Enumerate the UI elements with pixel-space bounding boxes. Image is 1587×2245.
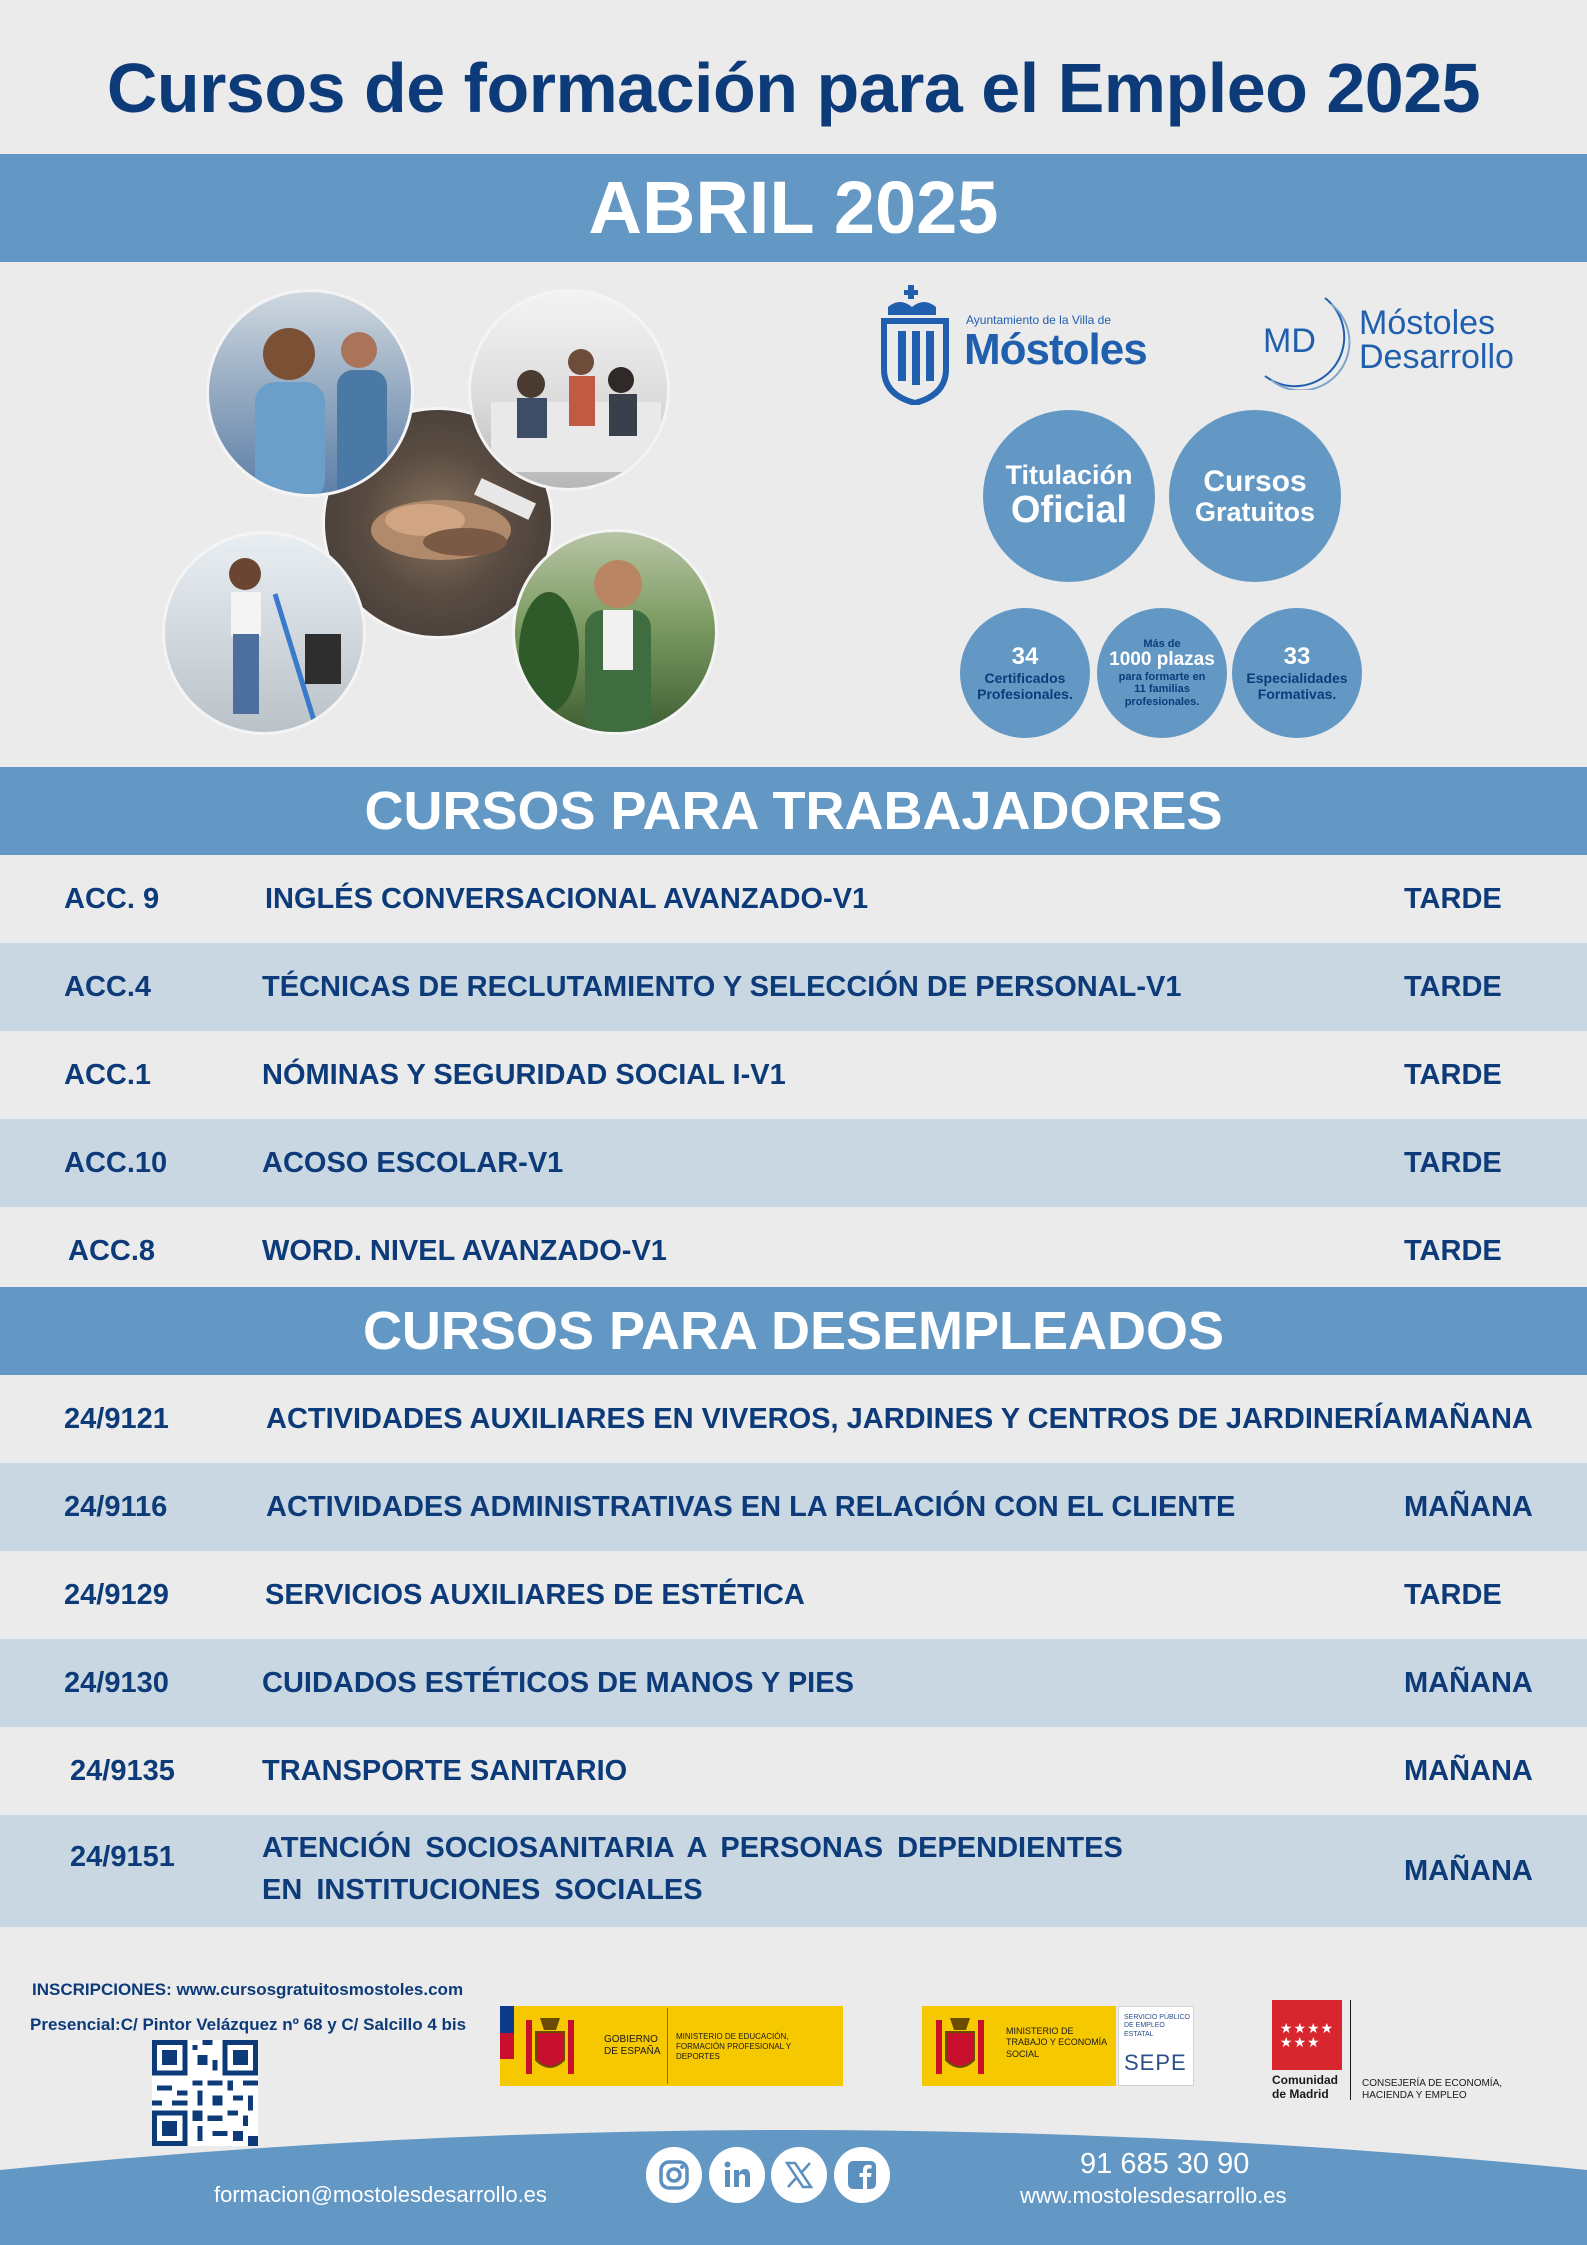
sepe-text: SEPE: [1124, 2050, 1187, 2075]
cam-name-line1: Comunidad: [1272, 2073, 1338, 2087]
inscripciones-text: INSCRIPCIONES: www.cursosgratuitosmostoles.com: [32, 1980, 464, 1999]
comunidad-madrid-logo: [1272, 2000, 1532, 2104]
course-shift: TARDE: [1404, 1059, 1502, 1091]
ministerio-educacion-text: MINISTERIO DE EDUCACIÓN, FORMACIÓN PROFESIONAL Y DEPORTES: [676, 2032, 791, 2061]
course-shift: TARDE: [1404, 1147, 1502, 1179]
cam-department: CONSEJERÍA DE ECONOMÍA, HACIENDA Y EMPLEO: [1362, 2078, 1503, 2101]
badge-cursos-line1: Cursos: [1203, 464, 1307, 498]
badge-plazas-big: 1000 plazas: [1109, 648, 1215, 670]
cam-name-line2: de Madrid: [1272, 2087, 1329, 2101]
course-code: 24/9129: [64, 1579, 169, 1611]
photo-cleaner: [162, 531, 366, 735]
course-shift: TARDE: [1404, 971, 1502, 1003]
badge-plazas-line2: 11 familias: [1134, 683, 1190, 696]
desempleados-list: [0, 1375, 1587, 1927]
gobierno-trabajo-logo: [922, 2006, 1194, 2086]
mostoles-shield-icon: [880, 285, 952, 405]
table-row: [0, 1463, 1587, 1551]
course-name: INGLÉS CONVERSACIONAL AVANZADO-V1: [265, 883, 869, 915]
badge-titulacion-oficial: [983, 410, 1155, 582]
md-name-line2: Desarrollo: [1359, 338, 1514, 376]
coat-of-arms-icon: [930, 2012, 990, 2080]
stars-icon: ★★★★ ★★★: [1279, 2020, 1335, 2050]
md-name-line1: Móstoles: [1359, 304, 1496, 342]
course-shift: MAÑANA: [1404, 1755, 1533, 1787]
table-row: [0, 1207, 1587, 1295]
table-row: [0, 1727, 1587, 1815]
course-shift: MAÑANA: [1404, 1491, 1533, 1523]
facebook-icon[interactable]: [834, 2147, 890, 2203]
course-code: ACC.10: [64, 1147, 168, 1179]
badge-plazas-pre: Más de: [1143, 637, 1181, 650]
linkedin-icon[interactable]: [709, 2147, 765, 2203]
table-row: [0, 1119, 1587, 1207]
footer-email[interactable]: formacion@mostolesdesarrollo.es: [214, 2182, 547, 2207]
course-shift: MAÑANA: [1404, 1667, 1533, 1699]
presencial-text: Presencial:C/ Pintor Velázquez nº 68 y C/ Salcillo 4 bis: [30, 2015, 467, 2034]
coat-of-arms-icon: [520, 2012, 580, 2080]
mostoles-desarrollo-logo: [1245, 290, 1535, 390]
course-shift: TARDE: [1404, 883, 1502, 915]
badge-cursos-gratuitos: [1169, 410, 1341, 582]
course-shift: MAÑANA: [1404, 1855, 1533, 1887]
course-name: ACTIVIDADES ADMINISTRATIVAS EN LA RELACIÓN CON EL CLIENTE: [266, 1491, 1236, 1523]
course-name: WORD. NIVEL AVANZADO-V1: [262, 1235, 667, 1267]
course-code: ACC. 9: [64, 883, 160, 915]
mostoles-logo-text: Móstoles: [964, 325, 1147, 374]
course-shift: TARDE: [1404, 1579, 1502, 1611]
course-name: ATENCIÓN SOCIOSANITARIA A PERSONAS DEPENDIENTES EN INSTITUCIONES SOCIALES: [262, 1832, 1123, 1906]
course-code: 24/9151: [70, 1841, 175, 1873]
table-row: [0, 1639, 1587, 1727]
badge-plazas-line1: para formarte en: [1118, 670, 1206, 683]
mostoles-logo: [880, 285, 1147, 405]
page-title: Cursos de formación para el Empleo 2025: [106, 49, 1481, 127]
badge-titulacion-line2: Oficial: [1010, 488, 1128, 531]
course-name: TÉCNICAS DE RECLUTAMIENTO Y SELECCIÓN DE PERSONAL-V1: [262, 971, 1182, 1003]
badge-titulacion-line1: Titulación: [1005, 460, 1133, 491]
badge-esp-number: 33: [1283, 643, 1311, 671]
sepe-caption: SERVICIO PÚBLICO DE EMPLEO ESTATAL: [1124, 2014, 1191, 2038]
badge-plazas: [1097, 608, 1227, 738]
course-code: ACC.8: [68, 1235, 156, 1267]
course-name: SERVICIOS AUXILIARES DE ESTÉTICA: [265, 1579, 805, 1611]
trabajadores-list: [0, 855, 1587, 1295]
badge-esp-line1: Especialidades: [1246, 669, 1348, 686]
course-code: 24/9130: [64, 1667, 169, 1699]
month-banner: ABRIL 2025: [0, 154, 1587, 262]
section-heading-trabajadores: CURSOS PARA TRABAJADORES: [0, 767, 1587, 855]
gobierno-educacion-logo: [500, 2006, 843, 2086]
course-code: ACC.4: [64, 971, 152, 1003]
mostoles-logo-caption: Ayuntamiento de la Villa de: [966, 313, 1111, 327]
photo-office: [468, 289, 670, 491]
course-name: ACOSO ESCOLAR-V1: [262, 1147, 564, 1179]
section-heading-desempleados: CURSOS PARA DESEMPLEADOS: [0, 1287, 1587, 1375]
instagram-icon[interactable]: [646, 2147, 702, 2203]
table-row: [0, 855, 1587, 943]
table-row: [0, 1031, 1587, 1119]
course-name: CUIDADOS ESTÉTICOS DE MANOS Y PIES: [262, 1667, 854, 1699]
badge-cert-line2: Profesionales.: [977, 685, 1073, 702]
footer-phone[interactable]: 91 685 30 90: [1080, 2148, 1250, 2180]
course-name: ACTIVIDADES AUXILIARES EN VIVEROS, JARDINES Y CENTROS DE JARDINERÍA: [266, 1403, 1404, 1435]
contact-info: [32, 1972, 466, 2042]
course-code: 24/9121: [64, 1403, 169, 1435]
footer-website[interactable]: www.mostolesdesarrollo.es: [1020, 2183, 1287, 2208]
badge-cert-number: 34: [1011, 643, 1039, 671]
course-code: ACC.1: [64, 1059, 152, 1091]
course-shift: MAÑANA: [1404, 1403, 1533, 1435]
course-code: 24/9135: [70, 1755, 175, 1787]
gobierno-espana-text: GOBIERNO DE ESPAÑA: [604, 2034, 661, 2057]
photo-collage: [160, 285, 730, 745]
badge-certificados: [960, 608, 1090, 738]
photo-gardener: [512, 529, 718, 735]
photo-nurses: [206, 289, 414, 497]
ministerio-trabajo-text: MINISTERIO DE TRABAJO Y ECONOMÍA SOCIAL: [1006, 2026, 1107, 2059]
badge-especialidades: [1232, 608, 1362, 738]
course-code: 24/9116: [64, 1491, 168, 1523]
course-name: TRANSPORTE SANITARIO: [262, 1755, 628, 1787]
badge-plazas-line3: profesionales.: [1124, 695, 1200, 708]
table-row: [0, 1551, 1587, 1639]
table-row: [0, 1815, 1587, 1927]
badge-cursos-line2: Gratuitos: [1194, 496, 1315, 527]
table-row: [0, 943, 1587, 1031]
table-row: [0, 1375, 1587, 1463]
course-name: NÓMINAS Y SEGURIDAD SOCIAL I-V1: [262, 1059, 786, 1091]
badge-esp-line2: Formativas.: [1257, 685, 1337, 702]
md-initials: MD: [1263, 322, 1316, 360]
course-shift: TARDE: [1404, 1235, 1502, 1267]
badge-cert-line1: Certificados: [984, 669, 1066, 686]
x-twitter-icon[interactable]: [771, 2147, 827, 2203]
